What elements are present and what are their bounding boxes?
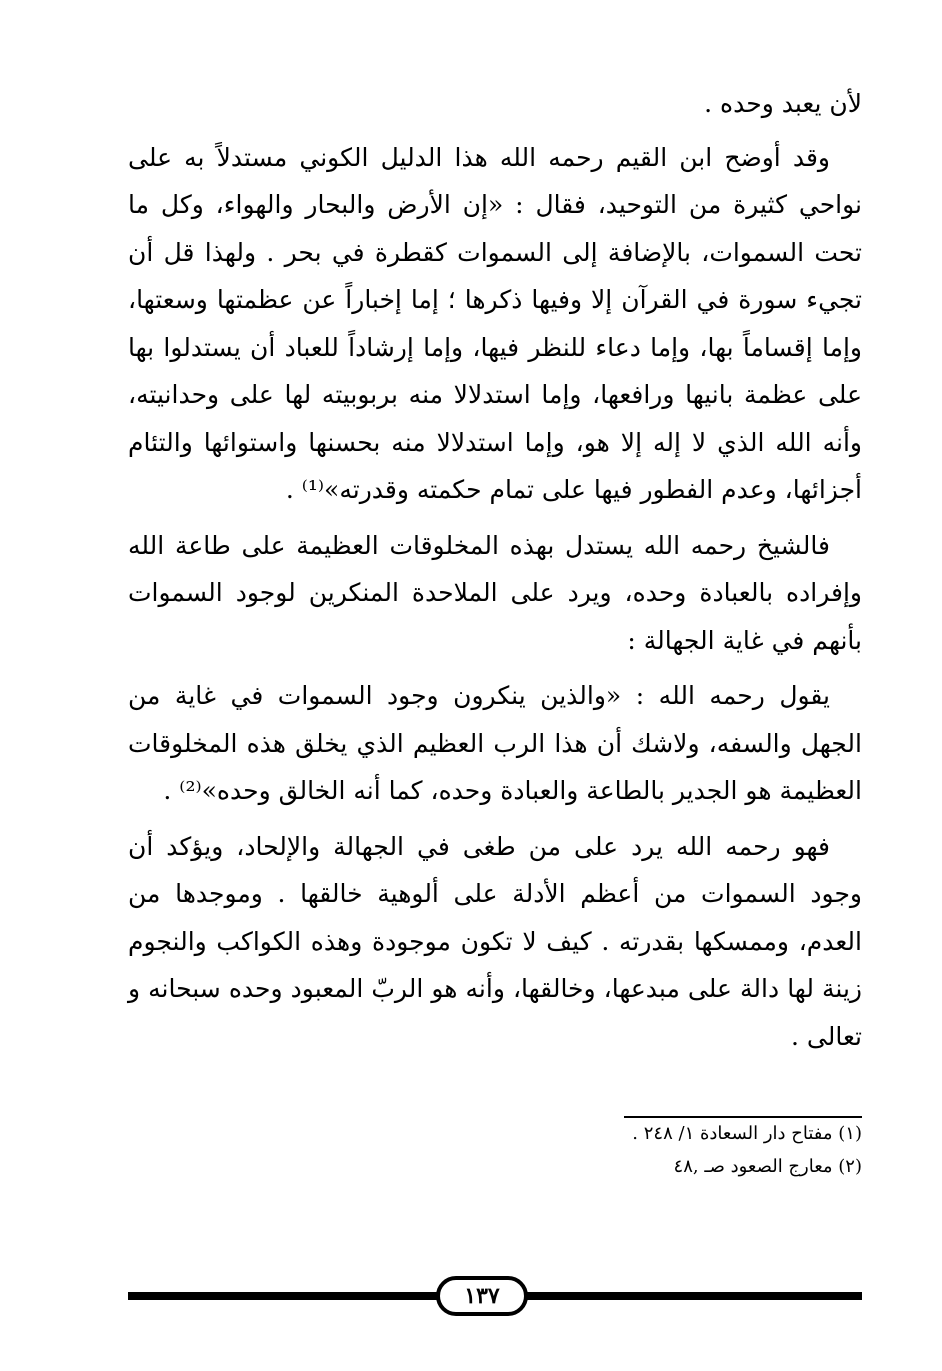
page-number [436,1276,528,1316]
paragraph-2: وقد أوضح ابن القيم رحمه الله هذا الدليل الكوني مستدلاً به على نواحي كثيرة من التوحيد، فقال : «إن الأرض والبحار والهواء، وكل ما تحت السموات، بالإضافة إلى السموات كقطرة في بحر . ولهذا قل أن تجيء سورة في القرآن إلا وفيها ذكرها ؛ إما إخباراً عن عظمتها وسعتها، وإما إقساماً بها، وإما دعاء للنظر فيها، وإما إرشاداً للعباد أن يستدلوا بها على عظمة بانيها ورافعها، وإما استدلالا منه بربوبيته لها على وحدانيته، وأنه الله الذي لا إله إلا هو، وإما استدلالا منه بحسنها واستوائها والتئام أجزائها، وعدم الفطور فيها على تمام حكمته وقدرته»⁽¹⁾ . [128,142,862,504]
paragraph-5: فهو رحمه الله يرد على من طغى في الجهالة والإلحاد، ويؤكد أن وجود السموات من أعظم الأدلة على ألوهية خالقها . وموجدها من العدم، وممسكها بقدرته . كيف لا تكون موجودة وهذه الكواكب والنجوم زينة لها دالة على مبدعها، وخالقها، وأنه هو الربّ المعبود وحده سبحانه و تعالى . [128,831,862,1051]
paragraph-1: لأن يعبد وحده . [704,89,862,118]
footnote-1: (١) مفتاح دار السعادة ١/ ٢٤٨ . [632,1123,862,1144]
page-number-label: ١٣٧ [464,1283,500,1309]
paragraph-4: يقول رحمه الله : «والذين ينكرون وجود السموات في غاية من الجهل والسفه، ولاشك أن هذا الرب العظيم الذي يخلق هذه المخلوقات العظيمة هو الجدير بالطاعة والعبادة وحده، كما أنه الخالق وحده»⁽²⁾ . [128,681,862,805]
footnote-2: (٢) معارج الصعود صـ ,٤٨ [673,1156,862,1177]
main-text [128,80,862,1068]
paragraph-3: فالشيخ رحمه الله يستدل بهذه المخلوقات العظيمة على طاعة الله وإفراده بالعبادة وحده، ويرد على الملاحدة المنكرين لوجود السموات بأنهم في غاية الجهالة : [128,530,862,655]
footnotes [600,1117,862,1183]
